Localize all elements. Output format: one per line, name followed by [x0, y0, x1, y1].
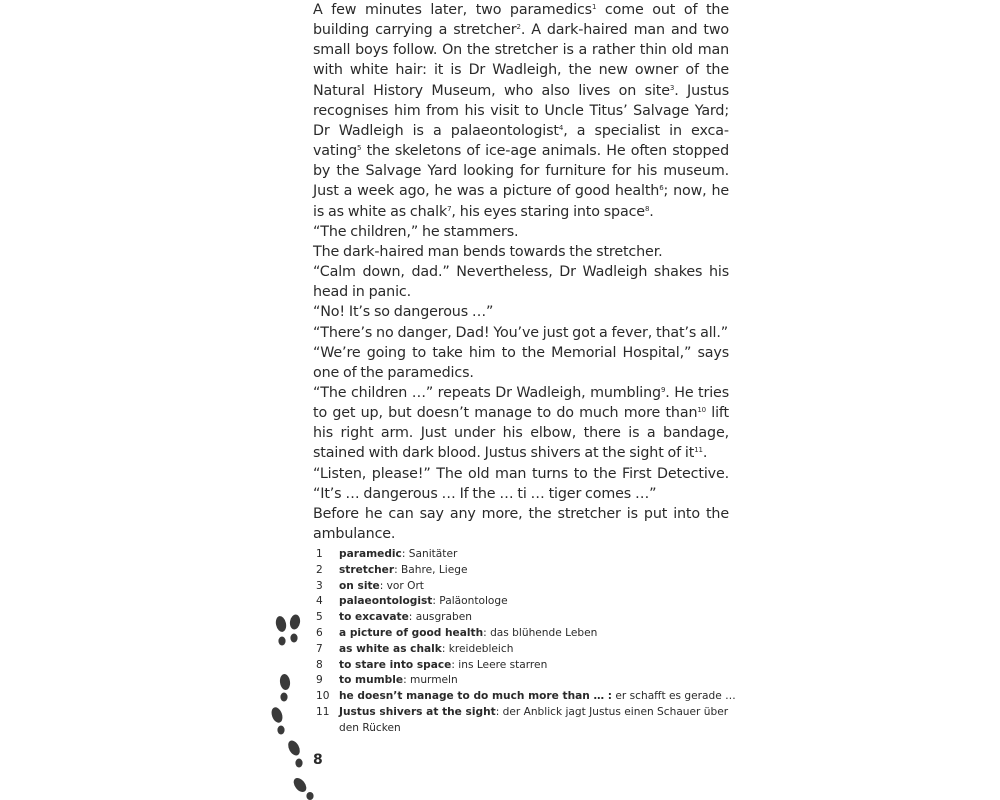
footnote-term: he doesn’t manage to do much more than … :	[339, 690, 613, 703]
footnote-marker: 10	[697, 406, 706, 415]
story-text-run: .	[702, 445, 708, 462]
footnote-number: 9	[316, 674, 323, 687]
footnote-translation: der Anblick jagt Justus einen Schauer über den Rücken	[339, 705, 729, 734]
footnote-entry	[316, 579, 736, 595]
footnote-entry	[316, 610, 736, 626]
footnote-separator: :	[408, 611, 416, 624]
footnote-translation: das blühende Leben	[490, 626, 598, 639]
footnote-separator: :	[403, 674, 410, 687]
footnote-marker: 1	[591, 3, 597, 11]
footnote-term: a picture of good health	[339, 626, 484, 639]
footnote-term: to stare into space	[339, 658, 452, 671]
footnote-marker: 9	[660, 385, 666, 394]
footnote-marker: 4	[558, 123, 564, 132]
footprint-icon	[276, 673, 294, 703]
story-text-run: . He tries to get up, but doesn’t manage to do much more than	[313, 384, 729, 422]
story-paragraph	[313, 464, 729, 504]
footnote-term: stretcher	[339, 563, 395, 576]
story-text-run: the skeletons of ice-age animals. He often stopped by the Salvage Yard looking for furniture for his museum. Just a week ago, he was a picture of good health	[313, 143, 729, 200]
story-paragraph	[313, 383, 729, 464]
footnote-body	[339, 673, 736, 689]
footnote-translation: ins Leere starren	[458, 658, 548, 671]
story-text-run: . Justus recognises him from his visit to Uncle Titus’ Salvage Yard; Dr Wadleigh is a palaeontologist	[313, 82, 729, 139]
footnote-marker: 2	[516, 23, 521, 32]
story-text-run: “The children,” he stammers.	[313, 223, 519, 240]
footnote-separator: :	[401, 548, 409, 560]
footnote-number: 6	[316, 626, 323, 639]
footnote-entry	[316, 689, 736, 705]
footnote-entry	[316, 642, 736, 658]
story-paragraph	[313, 504, 729, 544]
footnote-entry	[316, 705, 736, 737]
story-paragraph	[313, 323, 729, 343]
footprint-icon	[284, 738, 306, 770]
footnote-body	[339, 658, 736, 674]
story-paragraph	[313, 222, 729, 242]
story-text-run: “We’re going to take him to the Memorial Hospital,” says one of the paramedics.	[313, 344, 729, 381]
footnote-term: on site	[339, 579, 380, 592]
footnote-entry	[316, 547, 736, 563]
footnote-marker: 6	[659, 184, 664, 193]
footnote-term: as white as chalk	[339, 642, 442, 655]
footnote-marker: 11	[694, 446, 703, 455]
footnote-number: 8	[316, 658, 323, 671]
footnote-entry	[316, 626, 736, 642]
page-number: 8	[313, 752, 323, 768]
footnote-separator: :	[483, 626, 491, 639]
story-text-run: , his eyes staring into space	[451, 203, 645, 220]
story-text-run: lift his right arm. Just under his elbow, there is a bandage, stained with dark blood. Justus shivers at the sight of it	[313, 405, 729, 462]
footnote-translation: ausgraben	[415, 611, 472, 624]
story-paragraph	[313, 262, 729, 302]
footnote-body	[339, 579, 736, 595]
footnote-translation: er schafft es gerade …	[615, 690, 736, 703]
footnote-translation: kreidebleich	[448, 642, 514, 655]
story-paragraph	[313, 242, 729, 262]
story-text-run: The dark-haired man bends towards the stretcher.	[313, 243, 663, 260]
footnote-separator: :	[379, 579, 387, 592]
footnote-number: 5	[316, 611, 323, 624]
footnote-glossary	[316, 547, 736, 737]
footnote-entry	[316, 563, 736, 579]
footnote-translation: Sanitäter	[408, 548, 458, 560]
story-text-run: “There’s no danger, Dad! You’ve just got a fever, that’s all.”	[313, 324, 728, 341]
footprint-icon	[268, 706, 288, 736]
footnote-marker: 5	[357, 144, 362, 153]
footnote-number: 11	[316, 705, 330, 718]
footnote-term: Justus shivers at the sight	[339, 705, 496, 718]
story-text-run: come out of the building carrying a stretcher	[313, 2, 729, 39]
story-text-run: “Calm down, dad.” Nevertheless, Dr Wadleigh shakes his head in panic.	[313, 264, 729, 301]
footnote-separator: :	[394, 563, 402, 576]
story-text-run: A few minutes later, two paramedics	[313, 2, 592, 18]
footnote-number: 7	[316, 642, 323, 655]
footnote-number: 1	[316, 548, 323, 560]
story-text-run: . A dark-haired man and two small boys follow. On the stretcher is a rather thin old man with white hair: it is Dr Wadleigh, the new owner of the Natural History Museum, who also lives on site	[313, 22, 729, 99]
footnote-marker: 8	[644, 204, 650, 213]
footnote-translation: murmeln	[410, 674, 458, 687]
footnote-number: 2	[316, 563, 323, 576]
footnote-body	[339, 610, 736, 626]
story-paragraph	[313, 343, 729, 383]
footnote-body	[339, 547, 736, 563]
footnote-number: 3	[316, 579, 323, 592]
story-text-run: ; now, he is as white as chalk	[313, 183, 729, 220]
footprint-icon	[272, 614, 304, 650]
story-paragraph	[313, 302, 729, 322]
footnote-separator: :	[495, 705, 503, 718]
story-text-run: , a specialist in excavating	[313, 122, 729, 160]
footnote-term: paramedic	[339, 548, 402, 560]
story-text-run: “Listen, please!” The old man turns to the First Detective. “It’s … dangerous … If the … ti … tiger comes …”	[313, 465, 729, 502]
footnote-translation: Bahre, Liege	[401, 563, 468, 576]
footnote-body	[339, 642, 736, 658]
story-text-run: “No! It’s so dangerous …”	[313, 304, 494, 321]
footnote-body	[339, 689, 736, 705]
footnote-body	[339, 626, 736, 642]
footnote-term: to mumble	[339, 674, 404, 687]
story-text-run: “The children …” repeats Dr Wadleigh, mumbling	[313, 384, 661, 401]
footnote-term: palaeontologist	[339, 595, 433, 608]
footnote-entry	[316, 673, 736, 689]
footnote-separator: :	[432, 595, 440, 608]
footnote-marker: 7	[447, 204, 452, 213]
footnote-marker: 3	[669, 83, 675, 92]
footnote-body	[339, 594, 736, 610]
footprint-icon	[290, 774, 316, 800]
story-paragraph	[313, 0, 729, 222]
footnote-number: 10	[316, 690, 330, 703]
footnote-translation: vor Ort	[386, 579, 424, 592]
story-text	[313, 0, 729, 544]
footnote-body	[339, 705, 736, 737]
footnote-entry	[316, 594, 736, 610]
footnote-entry	[316, 658, 736, 674]
footnote-separator: :	[441, 642, 449, 655]
footnote-number: 4	[316, 595, 323, 608]
story-text-run: .	[649, 203, 654, 220]
footnote-separator: :	[451, 658, 459, 671]
footnote-translation: Paläontologe	[439, 595, 508, 608]
footnote-term: to excavate	[339, 611, 409, 624]
footnote-body	[339, 563, 736, 579]
story-text-run: Before he can say any more, the stretcher is put into the ambulance.	[313, 505, 729, 543]
